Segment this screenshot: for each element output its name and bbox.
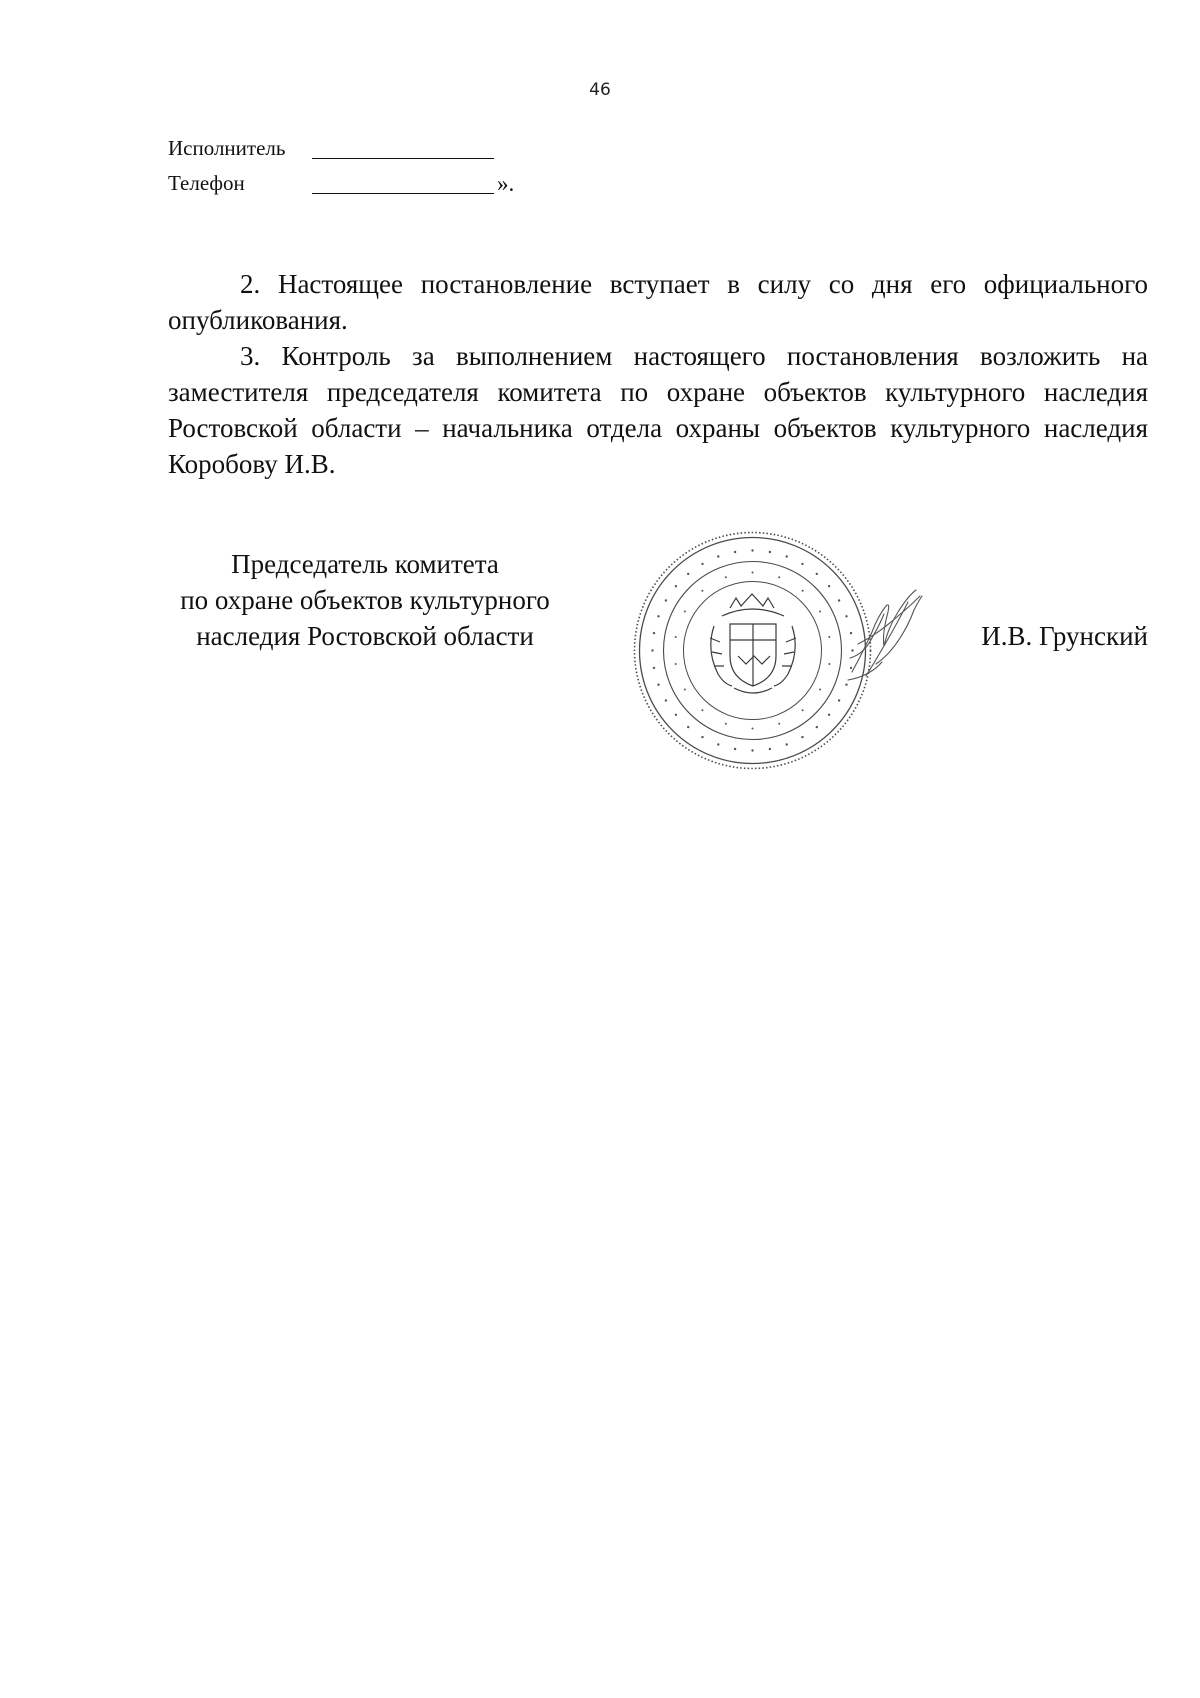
page-number: 46 — [589, 80, 611, 100]
signer-title-line-2: по охране объектов культурного — [180, 585, 550, 615]
signer-title-line-3: наследия Ростовской области — [196, 621, 534, 651]
official-seal-stamp — [630, 528, 875, 773]
executor-blank — [312, 158, 494, 159]
paragraph-3: 3. Контроль за выполнением настоящего постановления возложить на заместителя председателя комитета по охране объектов культурного наследия Ростовской области – начальника отдела охраны объектов культурного наследия Коробову И.В. — [168, 341, 1148, 479]
closing-quote: ». — [497, 171, 515, 196]
phone-blank — [312, 193, 494, 194]
coat-of-arms-emblem — [710, 594, 796, 693]
handwritten-signature — [846, 584, 936, 684]
phone-line — [168, 170, 245, 196]
executor-label: Исполнитель — [168, 136, 286, 160]
signer-title — [140, 546, 590, 654]
signer-name: И.В. Грунский — [981, 621, 1148, 651]
executor-line — [168, 135, 285, 161]
signer-title-line-1: Председатель комитета — [231, 549, 499, 579]
paragraph-2: 2. Настоящее постановление вступает в силу со дня его официального опубликования. — [168, 269, 1148, 335]
phone-label: Телефон — [168, 171, 245, 195]
resolution-body — [168, 266, 1148, 482]
